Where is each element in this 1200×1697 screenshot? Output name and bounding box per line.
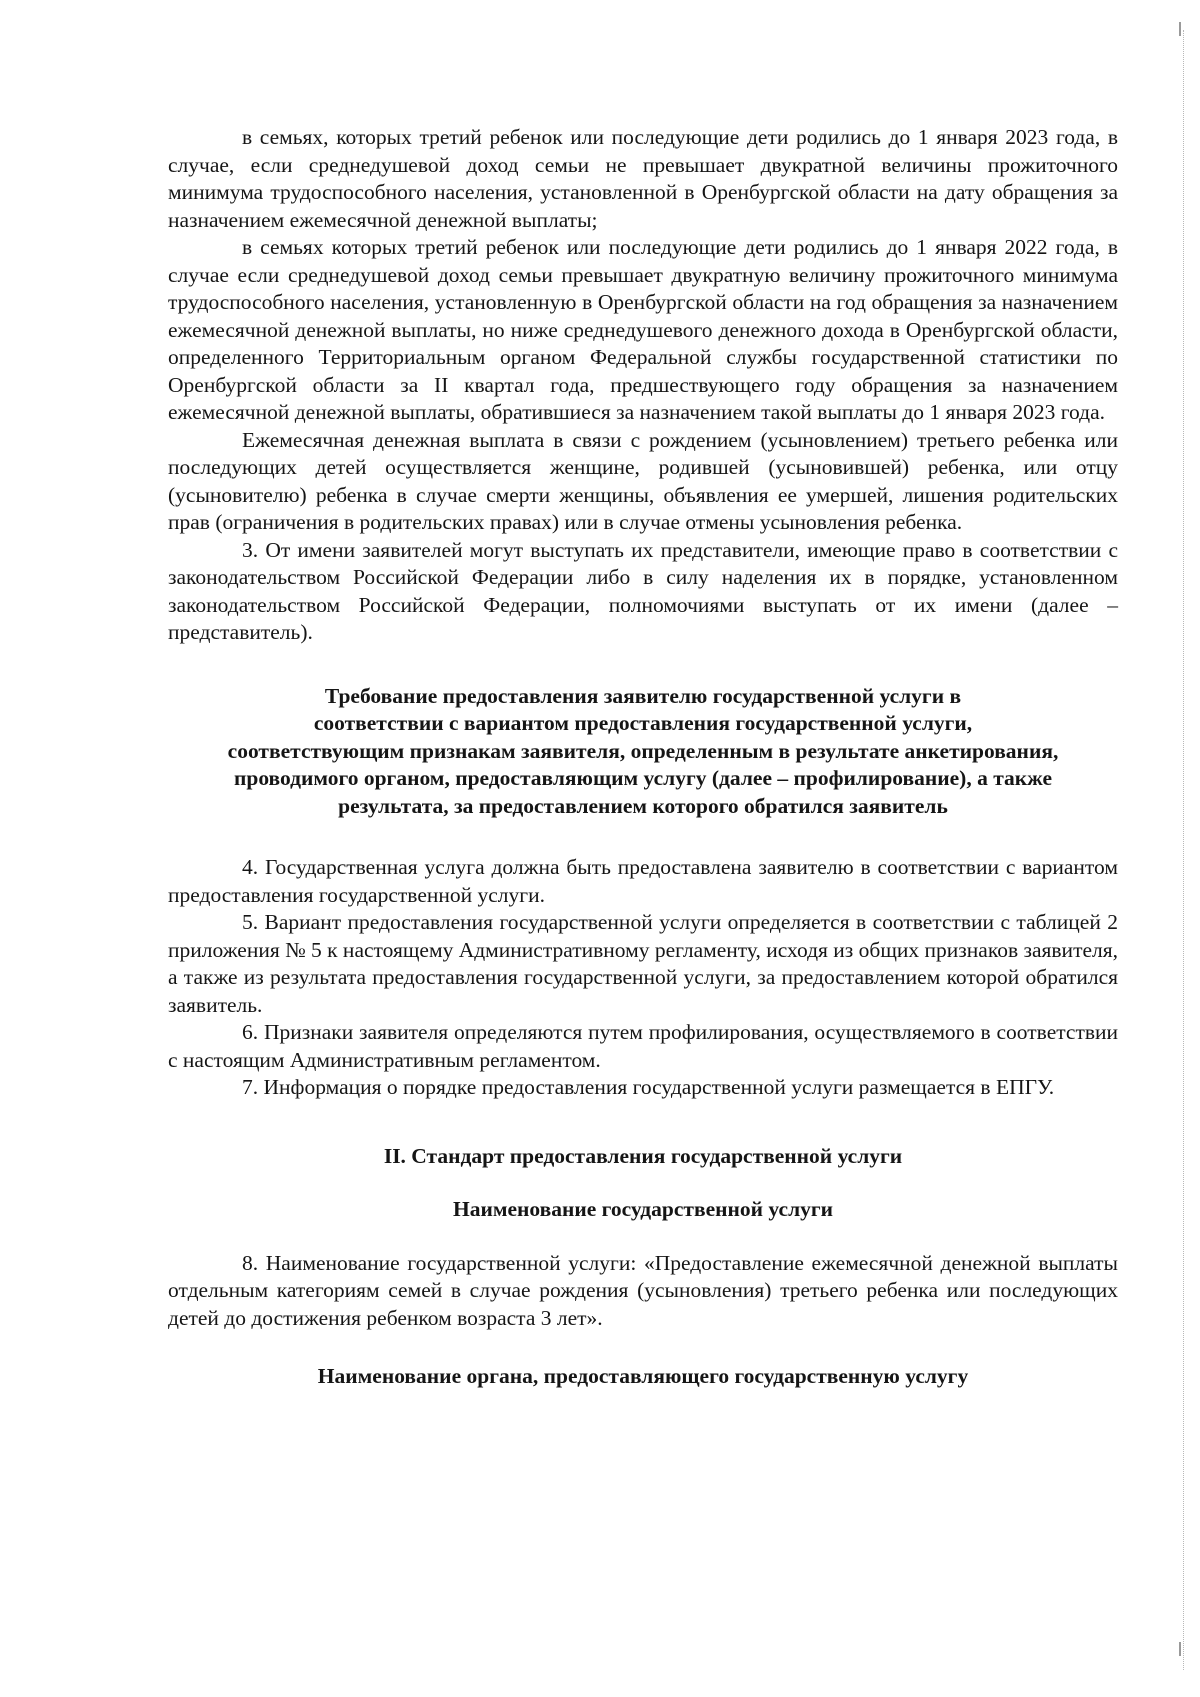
paragraph-item-7: 7. Информация о порядке предоставления государственной услуги размещается в ЕПГУ.	[242, 1075, 1055, 1099]
scan-edge-line	[1183, 30, 1184, 1670]
scan-edge-mark	[1179, 22, 1189, 36]
heading-section-2: II. Стандарт предоставления государственной услуги	[383, 1143, 903, 1168]
paragraph-monthly-payment: Ежемесячная денежная выплата в связи с рождением (усыновлением) третьего ребенка или последующих детей осуществляется женщине, родившей (усыновившей) ребенка, или отцу (усыновителю) ребенка в случае смерти женщины, объявления ее умершей, лишения родительских прав (ограничения в родительских правах) или в случае отмены усыновления ребенка.	[168, 427, 1118, 534]
heading-requirement-line: результата, за предоставлением которого обратился заявитель	[338, 793, 948, 818]
scan-edge-mark	[1179, 1642, 1189, 1656]
paragraph-representatives: 3. От имени заявителей могут выступать их представители, имеющие право в соответствии с законодательством Российской Федерации либо в силу наделения их в порядке, установленном законодательством Российской Федерации, полномочиями выступать от их имени (далее – представитель).	[168, 537, 1118, 644]
heading-requirement-line: проводимого органом, предоставляющим услугу (далее – профилирование), а также	[233, 766, 1053, 790]
paragraph-item-8: 8. Наименование государственной услуги: «Предоставление ежемесячной денежной выплаты отдельным категориям семей в случае рождения (усыновления) третьего ребенка или последующих детей до достижения ребенком возраста 3 лет».	[168, 1250, 1118, 1330]
heading-requirement-line: Требование предоставления заявителю государственной услуги в	[324, 683, 962, 708]
paragraph-item-5: 5. Вариант предоставления государственной услуги определяется в соответствии с таблицей 2 приложения № 5 к настоящему Административному регламенту, исходя из общих признаков заявителя, а также из результата предоставления государственной услуги, за предоставлением которой обратился заявитель.	[168, 910, 1118, 1017]
paragraph-item-4: 4. Государственная услуга должна быть предоставлена заявителю в соответствии с вариантом предоставления государственной услуги.	[168, 855, 1118, 907]
paragraph-families-2022: в семьях которых третий ребенок или последующие дети родились до 1 января 2022 года, в случае если среднедушевой доход семьи превышает двукратную величину прожиточного минимума трудоспособного населения, установленную в Оренбургской области на год обращения за назначением ежемесячной денежной выплаты, но ниже среднедушевого денежного дохода в Оренбургской области, определенного Территориальным органом Федеральной службы государственной статистики по Оренбургской области за II квартал года, предшествующего году обращения за назначением ежемесячной денежной выплаты, обратившиеся за назначением такой выплаты до 1 января 2023 года.	[168, 235, 1118, 424]
heading-service-name: Наименование государственной услуги	[452, 1197, 834, 1221]
heading-organ: Наименование органа, предоставляющего государственную услугу	[317, 1364, 969, 1388]
heading-requirement-line: соответствующим признакам заявителя, определенным в результате анкетирования,	[227, 738, 1059, 763]
document-body	[168, 124, 1118, 1391]
heading-requirement	[168, 683, 1118, 821]
paragraph-families-2023: в семьях, которых третий ребенок или последующие дети родились до 1 января 2023 года, в случае, если среднедушевой доход семьи не превышает двукратной величины прожиточного минимума трудоспособного населения, установленной в Оренбургской области на дату обращения за назначением ежемесячной денежной выплаты;	[168, 125, 1118, 232]
paragraph-item-6: 6. Признаки заявителя определяются путем профилирования, осуществляемого в соответствии с настоящим Административным регламентом.	[168, 1020, 1118, 1072]
heading-requirement-line: соответствии с вариантом предоставления государственной услуги,	[313, 711, 973, 735]
